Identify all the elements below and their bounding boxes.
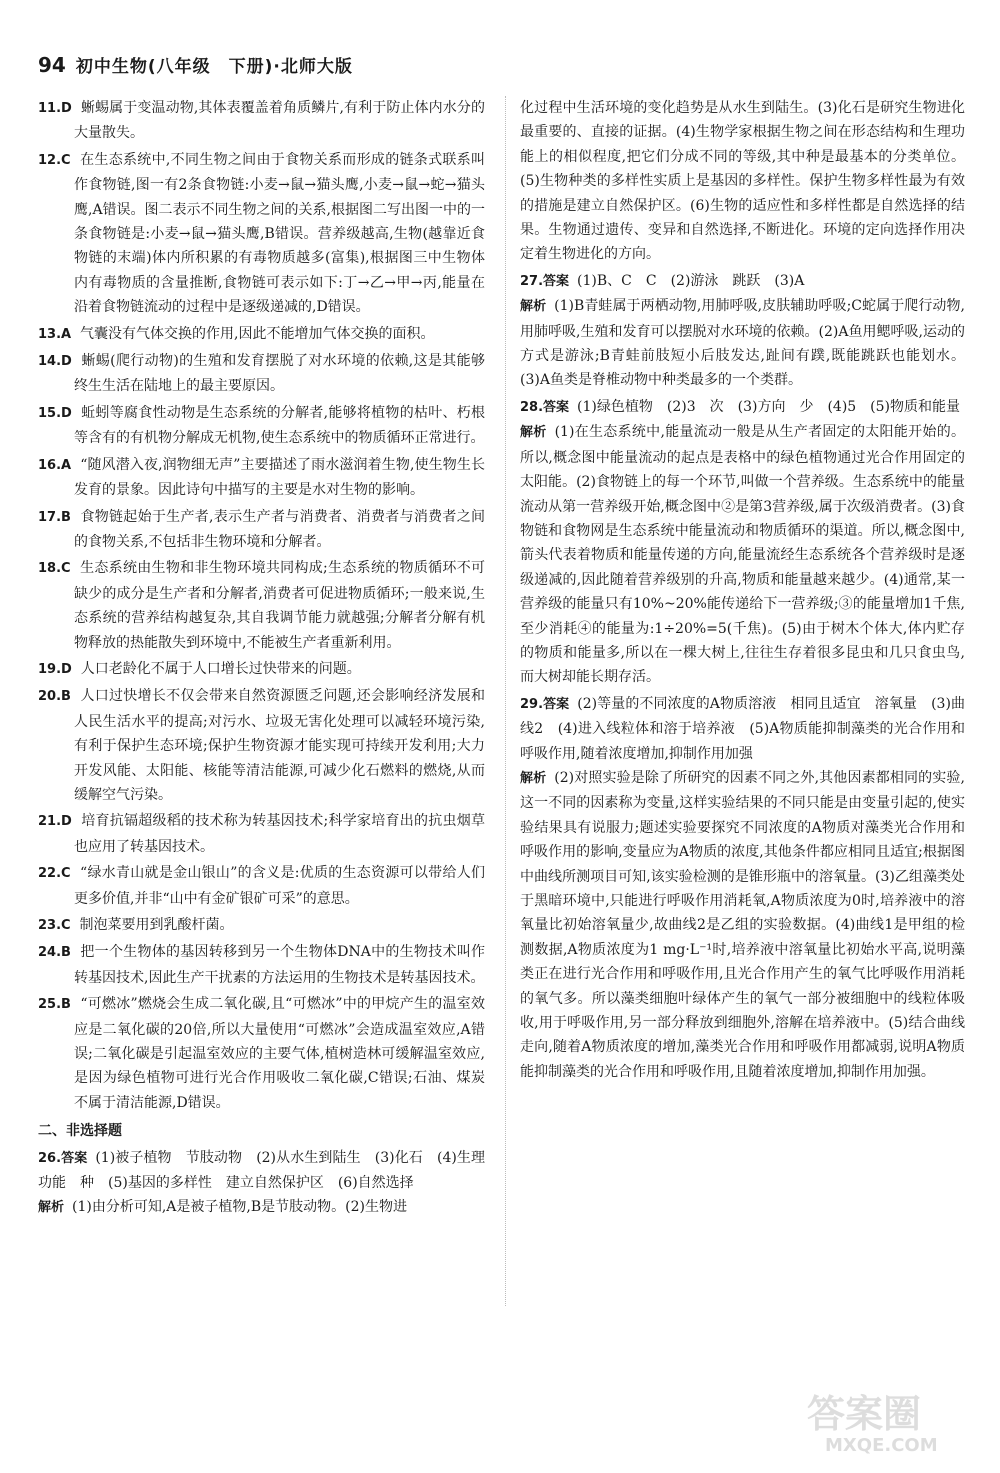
item-text: 制泡菜要用到乳酸杆菌。 (79, 917, 234, 933)
answer-item-24 (38, 940, 485, 990)
item-text: 食物链起始于生产者,表示生产者与消费者、消费者与消费者之间的食物关系,不包括非生物环境和分解者。 (74, 508, 485, 550)
item-number: 25.B (38, 997, 71, 1013)
answer-item-27 (520, 269, 965, 393)
item-number: 19.D (38, 661, 72, 677)
q29-analysis (520, 766, 965, 1084)
q29-answer (520, 692, 965, 766)
analysis-tag: 解析 (520, 299, 547, 315)
item-text: 气囊没有气体交换的作用,因此不能增加气体交换的面积。 (80, 325, 435, 342)
section-title: 二、非选择题 (38, 1123, 122, 1140)
item-text: 生态系统由生物和非生物环境共同构成;生态系统的物质循环不可缺少的成分是生产者和分解者,消费者可促进物质循环;一般来说,生态系统的营养结构越复杂,其自我调节能力就越强;分解者分解有机物释放的热能散失到环境中,不能被生产者重新利用。 (74, 560, 486, 651)
item-number: 23.C (38, 918, 71, 933)
item-text: “绿水青山就是金山银山”的含义是:优质的生态资源可以带给人们更多价值,并非“山中有金矿银矿可采”的意思。 (74, 865, 485, 907)
item-number: 13.A (38, 326, 72, 342)
answer-item-20 (38, 684, 485, 807)
item-number: 20.B (38, 689, 71, 705)
answer-item-17 (38, 505, 485, 555)
answer-item-16 (38, 453, 485, 503)
item-number: 12.C (38, 152, 71, 168)
q27-analysis (520, 294, 965, 393)
answer-item-26 (38, 1146, 485, 1221)
analysis-tag: 解析 (38, 1200, 65, 1216)
analysis-tag: 解析 (520, 770, 547, 786)
item-number: 17.B (38, 509, 71, 525)
page-number: 94 (38, 53, 66, 77)
answer-item-29 (520, 692, 965, 1085)
item-text: 人口过快增长不仅会带来自然资源匮乏问题,还会影响经济发展和人民生活水平的提高;对污水、垃圾无害化处理可以减轻环境污染,有利于保护生态环境;保护生物资源才能实现可持续开发利用;大力开发风能、太阳能、核能等清洁能源,可减少化石燃料的燃烧,从而缓解空气污染。 (74, 688, 485, 803)
watermark-logo (803, 1383, 978, 1455)
item-number: 18.C (38, 561, 71, 577)
answer-item-11 (38, 96, 485, 146)
page-header (38, 52, 353, 82)
item-number: 28. (520, 399, 544, 415)
analysis-tag: 解析 (520, 425, 547, 441)
answer-item-25 (38, 992, 485, 1115)
answer-item-22 (38, 861, 485, 911)
item-number: 27. (520, 273, 544, 289)
q28-answer (520, 395, 965, 420)
answer-item-14 (38, 349, 485, 399)
item-text: “可燃冰”燃烧会生成二氧化碳,且“可燃冰”中的甲烷产生的温室效应是二氧化碳的20倍,所以大量使用“可燃冰”会造成温室效应,A错误;二氧化碳是引起温室效应的主要气体,植树造林可缓解温室效应,是因为绿色植物可进行光合作用吸收二氧化碳,C错误;石油、煤炭不属于清洁能源,D错误。 (74, 996, 485, 1111)
answer-text: (2)等量的不同浓度的A物质溶液 相同且适宜 溶氧量 (3)曲线2 (4)进入线粒体和溶于培养液 (5)A物质能抑制藻类的光合作用和呼吸作用,随着浓度增加,抑制作用加强 (520, 695, 965, 762)
answer-item-28 (520, 395, 965, 690)
q28-analysis (520, 420, 965, 689)
right-column (520, 96, 965, 1086)
item-number: 11.D (38, 101, 72, 116)
item-text: 在生态系统中,不同生物之间由于食物关系而形成的链条式联系叫作食物链,图一有2条食物链:小麦→鼠→猫头鹰,小麦→鼠→蛇→猫头鹰,A错误。图二表示不同生物之间的关系,根据图二写出图一中的一条食物链是:小麦→鼠→猫头鹰,B错误。营养级越高,生物(越靠近食物链的末端)体内所积累的有毒物质越多(富集),根据图三中生物体内有毒物质的含量推断,食物链可表示如下:丁→乙→甲→丙,能量在沿着食物链流动的过程中是逐级递减的,D错误。 (74, 151, 486, 316)
column-divider (505, 96, 506, 1306)
item-text: 培育抗镉超级稻的技术称为转基因技术;科学家培育出的抗虫烟草也应用了转基因技术。 (74, 813, 485, 855)
answer-text: (1)被子植物 节肢动物 (2)从水生到陆生 (3)化石 (4)生理功能 种 (5)基因的多样性 建立自然保护区 (6)自然选择 (38, 1149, 485, 1192)
item-text: 蜥蜴属于变温动物,其体表覆盖着角质鳞片,有利于防止体内水分的大量散失。 (74, 100, 485, 142)
answer-tag: 答案 (543, 696, 570, 712)
answer-item-13 (38, 322, 485, 347)
answer-item-23 (38, 913, 485, 938)
book-title: 初中生物(八年级 下册)·北师大版 (75, 57, 353, 77)
item-number: 24.B (38, 945, 71, 961)
answer-item-12 (38, 148, 485, 320)
item-text: 把一个生物体的基因转移到另一个生物体DNA中的生物技术叫作转基因技术,因此生产干扰素的方法运用的生物技术是转基因技术。 (74, 944, 485, 986)
answer-item-18 (38, 556, 485, 655)
item-text: 蚯蚓等腐食性动物是生态系统的分解者,能够将植物的枯叶、朽根等含有的有机物分解成无机物,使生态系统中的物质循环正常进行。 (74, 404, 485, 447)
answer-tag: 答案 (543, 273, 570, 289)
watermark-line1: 答案圈 (807, 1392, 922, 1436)
q26-answer (38, 1146, 485, 1196)
item-text: “随风潜入夜,润物细无声”主要描述了雨水滋润着生物,使生物生长发育的景象。因此诗句中描写的主要是水对生物的影响。 (74, 456, 485, 499)
answer-item-19 (38, 657, 485, 682)
item-number: 15.D (38, 405, 72, 421)
analysis-text: (1)B青蛙属于两栖动物,用肺呼吸,皮肤辅助呼吸;C蛇属于爬行动物,用肺呼吸,生殖和发育可以摆脱对水环境的依赖。(2)A鱼用鳃呼吸,运动的方式是游泳;B青蛙前肢短小后肢发达,趾间有蹼,既能跳跃也能划水。(3)A鱼类是脊椎动物中种类最多的一个类群。 (520, 298, 965, 389)
answer-item-21 (38, 809, 485, 859)
item-number: 22.C (38, 866, 71, 882)
item-number: 21.D (38, 814, 72, 830)
item-number: 14.D (38, 354, 72, 370)
answer-tag: 答案 (61, 1150, 88, 1166)
answer-text: (1)B、C C (2)游泳 跳跃 (3)A (577, 272, 805, 289)
answer-tag: 答案 (543, 399, 570, 415)
analysis-text: (2)对照实验是除了所研究的因素不同之外,其他因素都相同的实验,这一不同的因素称为变量,这样实验结果的不同只能是由变量引起的,使实验结果具有说服力;题述实验要探究不同浓度的A物质对藻类光合作用和呼吸作用的影响,变量应为A物质的浓度,其他条件都应相同且适宜;根据图中曲线所测项目可知,该实验检测的是锥形瓶中的溶氧量。(3)乙组藻类处于黑暗环境中,只能进行呼吸作用消耗氧,A物质浓度为0时,培养液中的溶氧量比初始溶氧量少,故曲线2是乙组的实验数据。(4)曲线1是甲组的检测数据,A物质浓度为1 mg·L⁻¹时,培养液中溶氧量比初始水平高,说明藻类正在进行光合作用和呼吸作用,且光合作用产生的氧气比呼吸作用消耗的氧气多。所以藻类细胞叶绿体产生的氧气一部分被细胞中的线粒体吸收,用于呼吸作用,另一部分释放到细胞外,溶解在培养液中。(5)结合曲线走向,随着A物质浓度的增加,藻类光合作用和呼吸作用都减弱,说明A物质能抑制藻类的光合作用和呼吸作用,且随着浓度增加,抑制作用加强。 (520, 769, 965, 1080)
item-number: 26. (38, 1150, 62, 1166)
item-number: 16.A (38, 457, 72, 473)
item-number: 29. (520, 696, 544, 712)
analysis-text: (1)由分析可知,A是被子植物,B是节肢动物。(2)生物进 (72, 1199, 407, 1216)
analysis-text: (1)在生态系统中,能量流动一般是从生产者固定的太阳能开始的。所以,概念图中能量流动的起点是表格中的绿色植物通过光合作用固定的太阳能。(2)食物链上的每一个环节,叫做一个营养级。生态系统中的能量流动从第一营养级开始,概念图中②是第3营养级,属于次级消费者。(3)食物链和食物网是生态系统中能量流动和物质循环的渠道。所以,概念图中,箭头代表着物质和能量传递的方向,能量流经生态系统各个营养级时是逐级递减的,因此随着营养级别的升高,物质和能量越来越少。(4)通常,某一营养级的能量只有10%~20%能传递给下一营养级;③的能量增加1千焦,至少消耗④的能量为:1÷20%=5(千焦)。(5)由于树木个体大,体内贮存的物质和能量多,所以在一棵大树上,往往生存着很多昆虫和几只食虫鸟,而大树却能长期存活。 (520, 424, 965, 686)
item-text: 蜥蜴(爬行动物)的生殖和发育摆脱了对水环境的依赖,这是其能够终生生活在陆地上的最主要原因。 (74, 353, 485, 395)
watermark-line2: MXQE.COM (825, 1435, 938, 1455)
answer-item-15 (38, 401, 485, 451)
q26-analysis-continued: 化过程中生活环境的变化趋势是从水生到陆生。(3)化石是研究生物进化最重要的、直接的证据。(4)生物学家根据生物之间在形态结构和生理功能上的相似程度,把它们分成不同的等级,其中种是最基本的分类单位。(5)生物种类的多样性实质上是基因的多样性。保护生物多样性最为有效的措施是建立自然保护区。(6)生物的适应性和多样性都是自然选择的结果。生物通过遗传、变异和自然选择,不断进化。环境的定向选择作用决定着生物进化的方向。 (520, 100, 965, 263)
q26-analysis (38, 1195, 485, 1220)
item-text: 人口老龄化不属于人口增长过快带来的问题。 (80, 660, 361, 677)
left-column (38, 96, 485, 1223)
q27-answer (520, 269, 965, 294)
answer-text: (1)绿色植物 (2)3 次 (3)方向 少 (4)5 (5)物质和能量 (577, 398, 961, 415)
